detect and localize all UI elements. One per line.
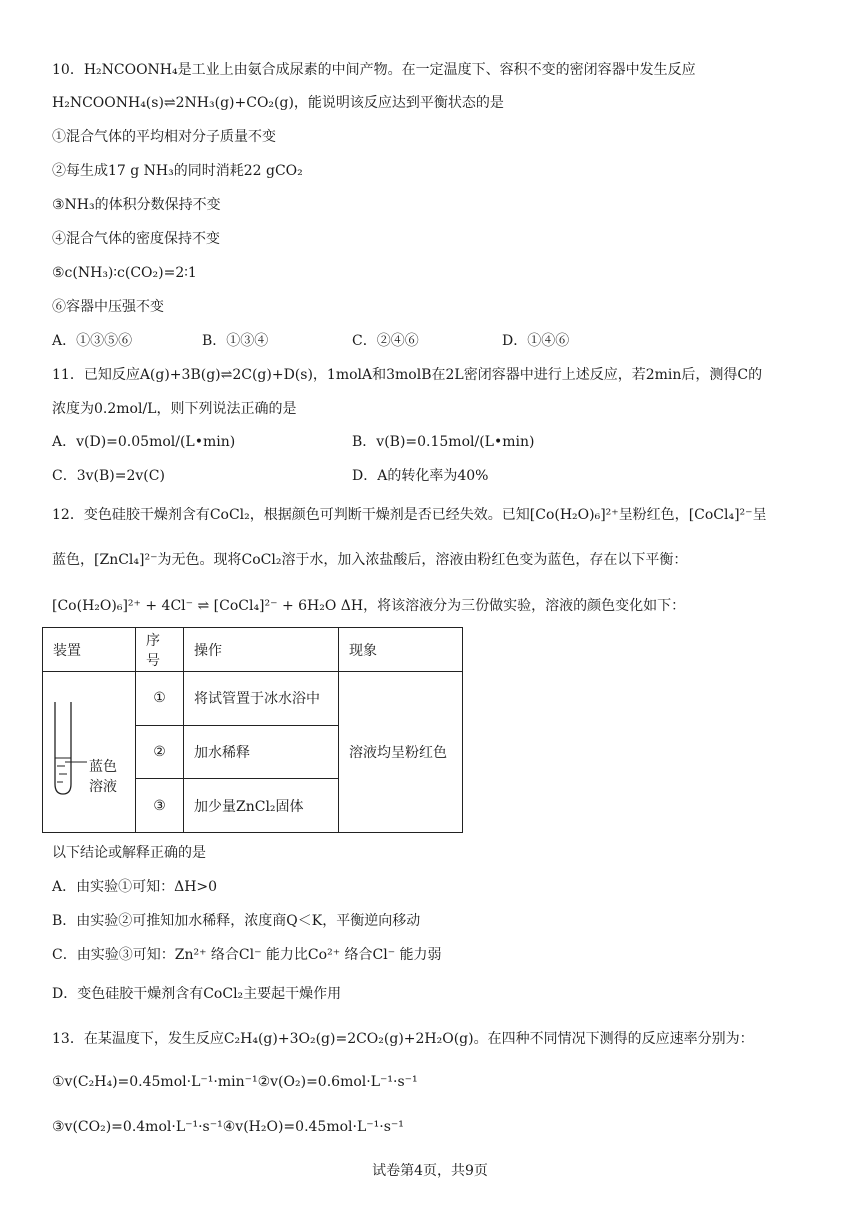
experiment-table [42, 627, 463, 833]
q11-option-a[interactable]: A．v(D)=0.05mol/(L•min) [52, 434, 236, 450]
q12-prompt: 以下结论或解释正确的是 [52, 845, 206, 861]
q12-option-d[interactable]: D．变色硅胶干燥剂含有CoCl₂主要起干燥作用 [52, 986, 342, 1002]
q12-stem-line2: 蓝色，[ZnCl₄]²⁻为无色。现将CoCl₂溶于水，加入浓盐酸后，溶液由粉红色变为蓝色，存在以下平衡： [52, 552, 688, 568]
q10-option-c[interactable]: C．②④⑥ [352, 333, 419, 349]
q10-stem-line1: 10．H₂NCOONH₄是工业上由氨合成尿素的中间产物。在一定温度下、容积不变的密闭容器中发生反应 [52, 62, 696, 78]
complex-cocl4: [CoCl₄]²⁻ [688, 507, 753, 523]
q10-options [52, 331, 652, 351]
q10-option-d[interactable]: D．①④⑥ [502, 333, 570, 349]
complex-co-h2o6: [Co(H₂O)₆]²⁺ [529, 507, 619, 523]
rate-2: ②v(O₂)=0.6mol·L⁻¹·s⁻¹ [257, 1074, 418, 1090]
formula-cocl2: CoCl₂ [209, 507, 250, 523]
q13-rates-row1 [52, 1072, 418, 1092]
table-cell-index: ② [136, 725, 184, 779]
complex-zncl4: [ZnCl₄]²⁻ [94, 552, 158, 568]
q12-option-c[interactable]: C．由实验③可知：Zn²⁺ 络合Cl⁻ 能力比Co²⁺ 络合Cl⁻ 能力弱 [52, 947, 442, 963]
q10-item-6: ⑥容器中压强不变 [52, 299, 164, 315]
table-cell-operation: 加水稀释 [184, 725, 339, 779]
q11-option-d[interactable]: D．A的转化率为40% [352, 468, 489, 484]
rate-3: ③v(CO₂)=0.4mol·L⁻¹·s⁻¹ [52, 1119, 223, 1135]
table-header: 序号 [136, 628, 184, 672]
q10-item-1: ①混合气体的平均相对分子质量不变 [52, 129, 276, 145]
q11-option-c[interactable]: C．3v(B)=2v(C) [52, 468, 165, 484]
table-cell-operation: 加少量ZnCl₂固体 [184, 779, 339, 833]
tube-label: 溶液 [89, 779, 117, 795]
rate-1: ①v(C₂H₄)=0.45mol·L⁻¹·min⁻¹ [52, 1074, 258, 1090]
q10-item-5: ⑤c(NH₃)∶c(CO₂)=2∶1 [52, 265, 197, 281]
q11-stem-line1: 11．已知反应A(g)+3B(g)⇌2C(g)+D(s)，1molA和3molB在2L密闭容器中进行上述反应，若2min后，测得C的 [52, 367, 763, 383]
q10-item-2: ②每生成17 g NH₃的同时消耗22 gCO₂ [52, 163, 303, 179]
q11-stem-line2: 浓度为0.2mol/L，则下列说法正确的是 [52, 401, 297, 417]
formula-cocl2-2: CoCl₂ [241, 552, 282, 568]
equilibrium-equation: [Co(H₂O)₆]²⁺ + 4Cl⁻ ⇌ [CoCl₄]²⁻ + 6H₂O ΔH [52, 598, 364, 614]
table-cell-index: ① [136, 672, 184, 726]
q11-option-b[interactable]: B．v(B)=0.15mol/(L•min) [352, 434, 535, 450]
q12-equilibrium-line: [Co(H₂O)₆]²⁺ + 4Cl⁻ ⇌ [CoCl₄]²⁻ + 6H₂O ΔH，将该溶液分为三份做实验，溶液的颜色变化如下： [52, 598, 686, 614]
q10-item-3: ③NH₃的体积分数保持不变 [52, 197, 221, 213]
table-cell-phenomenon: 溶液均呈粉红色 [339, 672, 463, 833]
q10-option-b[interactable]: B．①③④ [202, 333, 269, 349]
q13-stem-line1: 13．在某温度下，发生反应C₂H₄(g)+3O₂(g)=2CO₂(g)+2H₂O(g)。在四种不同情况下测得的反应速率分别为： [52, 1031, 754, 1047]
page-footer: 试卷第4页，共9页 [372, 1163, 488, 1179]
table-header: 装置 [43, 628, 136, 672]
q10-item-4: ④混合气体的密度保持不变 [52, 231, 220, 247]
q12-stem-line1: 12．变色硅胶干燥剂含有CoCl₂，根据颜色可判断干燥剂是否已经失效。已知[Co(H₂O)₆]²⁺呈粉红色，[CoCl₄]²⁻呈 [52, 507, 767, 523]
table-cell-index: ③ [136, 779, 184, 833]
table-header-row [43, 628, 463, 672]
test-tube-icon [43, 672, 135, 832]
q10-stem-line2: H₂NCOONH₄(s)⇌2NH₃(g)+CO₂(g)，能说明该反应达到平衡状态的是 [52, 95, 504, 111]
tube-label: 蓝色 [89, 759, 117, 775]
apparatus-cell [43, 672, 136, 833]
q12-option-a[interactable]: A．由实验①可知：ΔH>0 [52, 879, 218, 895]
q12-option-b[interactable]: B．由实验②可推知加水稀释，浓度商Q＜K，平衡逆向移动 [52, 913, 421, 929]
rate-4: ④v(H₂O)=0.45mol·L⁻¹·s⁻¹ [222, 1119, 404, 1135]
q13-rates-row2 [52, 1117, 404, 1137]
table-cell-operation: 将试管置于冰水浴中 [184, 672, 339, 726]
table-row [43, 672, 463, 726]
q10-option-a[interactable]: A．①③⑤⑥ [52, 333, 133, 349]
table-header: 操作 [184, 628, 339, 672]
table-header: 现象 [339, 628, 463, 672]
